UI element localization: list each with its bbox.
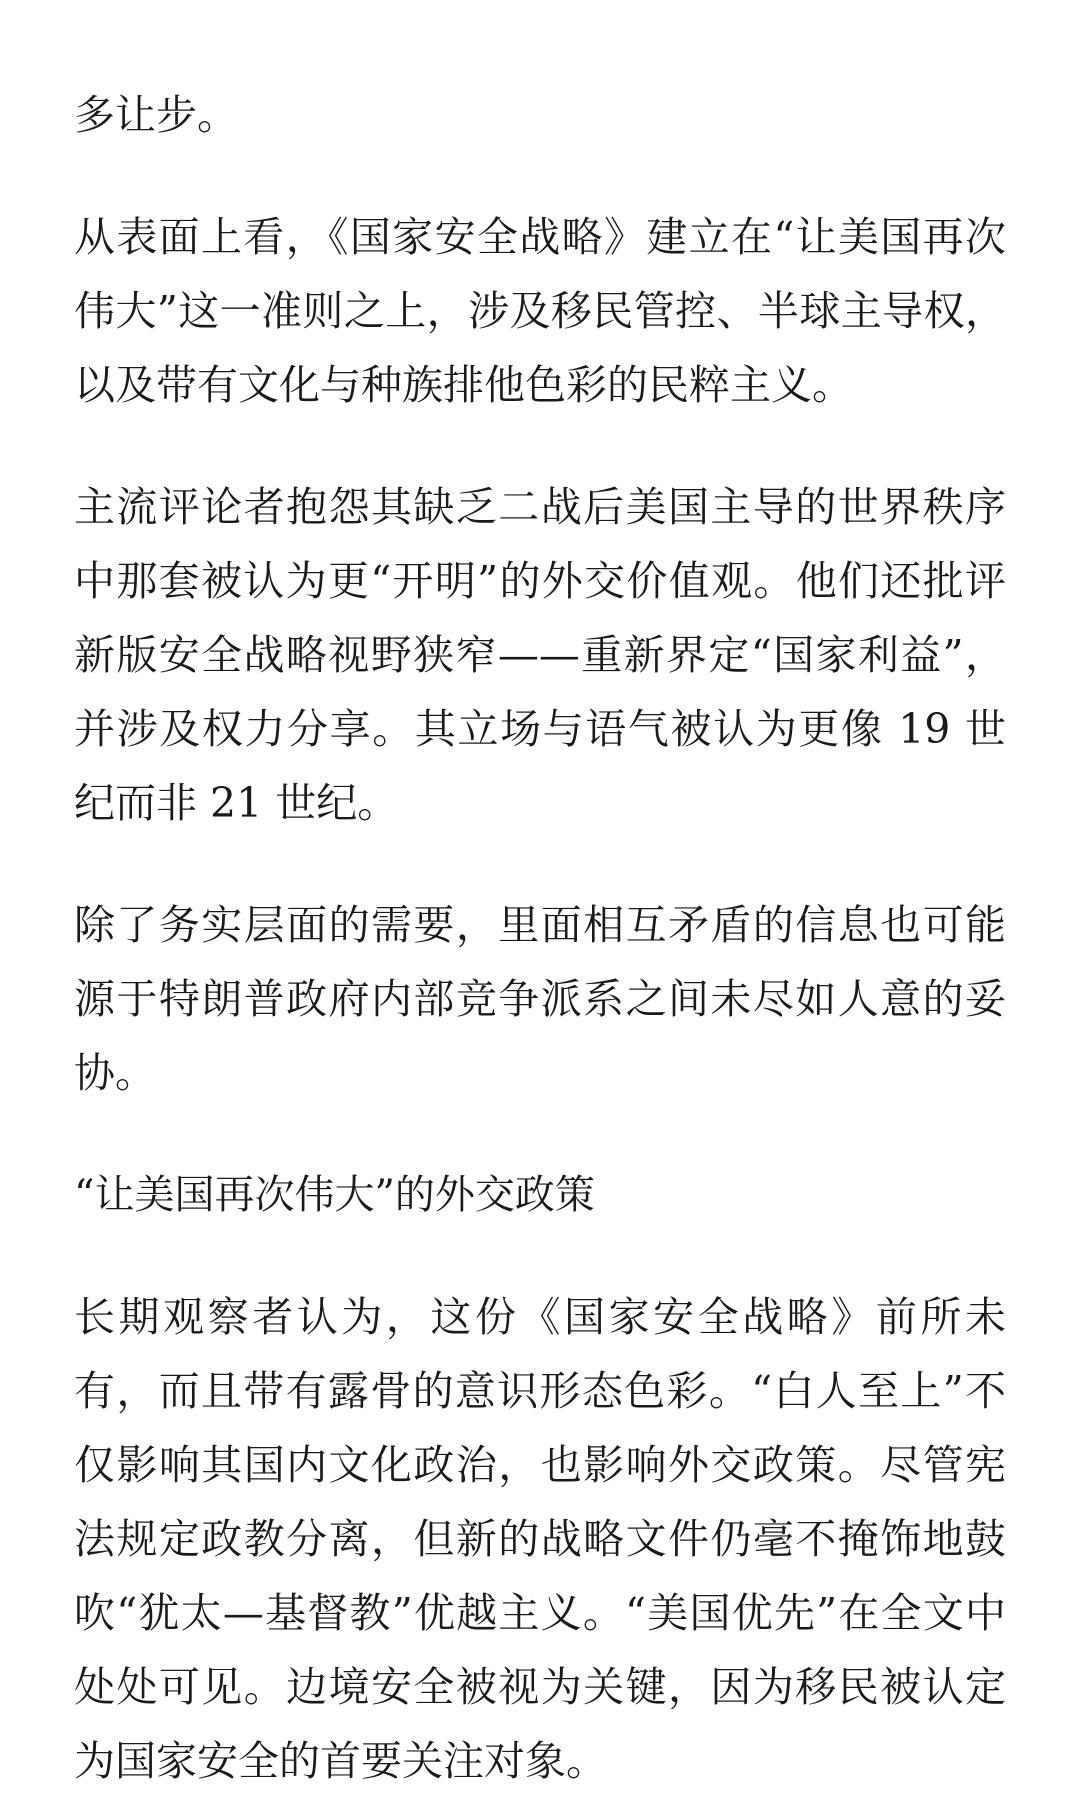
paragraph-4: 除了务实层面的需要，里面相互矛盾的信息也可能源于特朗普政府内部竞争派系之间未尽如人意的妥协。 <box>74 901 1006 1097</box>
paragraph-5: 长期观察者认为，这份《国家安全战略》前所未有，而且带有露骨的意识形态色彩。“白人至上”不仅影响其国内文化政治，也影响外交政策。尽管宪法规定政教分离，但新的战略文件仍毫不掩饰地鼓吹“犹太—基督教”优越主义。“美国优先”在全文中处处可见。边境安全被视为关键，因为移民被认定为国家安全的首要关注对象。 <box>74 1293 1006 1785</box>
section-heading: “让美国再次伟大”的外交政策 <box>74 1172 595 1218</box>
paragraph-1: 多让步。 <box>74 91 238 139</box>
paragraph-2: 从表面上看，《国家安全战略》建立在“让美国再次伟大”这一准则之上，涉及移民管控、半球主导权，以及带有文化与种族排他色彩的民粹主义。 <box>74 213 1006 409</box>
paragraph-3: 主流评论者抱怨其缺乏二战后美国主导的世界秩序中那套被认为更“开明”的外交价值观。他们还批评新版安全战略视野狭窄——重新界定“国家利益”，并涉及权力分享。其立场与语气被认为更像 19 世纪而非 21 世纪。 <box>74 483 1006 827</box>
